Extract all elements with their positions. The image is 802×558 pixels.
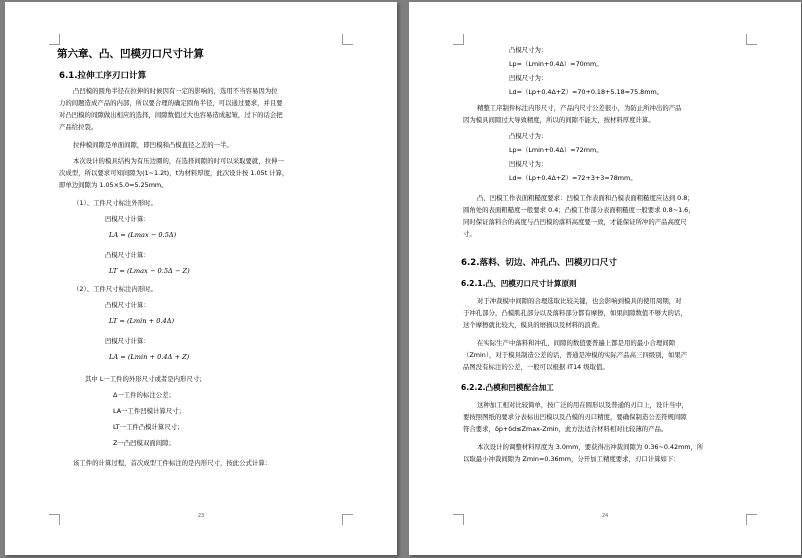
page-number: 23: [197, 513, 205, 519]
list-item-title: （1）、工件尺寸标注外形时。: [73, 199, 157, 207]
paragraph-line: 即单边间隙为 1.05×5.0=5.25mm。: [59, 181, 168, 189]
paragraph-line: 在实际生产中落料和冲孔，间隙的数值要普遍上都是用的最小合理间隙: [477, 339, 676, 347]
formula: LA = (Lmin + 0.4Δ + Z): [109, 353, 190, 361]
subsection-title: 6.2.2.凸模和凹模配合加工: [461, 383, 554, 392]
document-page-left: [5, 2, 397, 555]
paragraph-line: 对凸凹模的间隙做出相应的选择，间隙数值过大也容易造成起皱，过下的话会把: [59, 111, 283, 119]
formula: LA = (Lmax − 0.5Δ): [109, 231, 177, 239]
paragraph-line: 精整工序制件标注内形尺寸，产品内尺寸公差很小，为防止所冲出的产品: [477, 104, 682, 112]
paragraph-line: 本次设计的调整材料厚度为 3.0mm，要获得出冲裁间隙为 0.36~0.42mm，所: [477, 443, 704, 451]
paragraph-line: 本次设计的模具结构为有压边圈的，在选择间隙的时可以采取要就，拉伸一: [73, 157, 284, 165]
paragraph-line: 这种加工相对比较简单，按广泛的用在圆形以及普通的刃口上，设计当中，: [477, 401, 688, 409]
page-number: 24: [601, 513, 609, 519]
paragraph-line: 力的间题造成产品的内部，所以要合理的确定圆角半径，可以通过要求，并且要: [59, 99, 283, 107]
paragraph-line: 于冲孔部分，凸模肌孔部分以及落料部分都有摩擦，如果间隙数值不够大的话，: [463, 309, 687, 317]
legend-item: Z一凸凹模双面间隙；: [113, 439, 175, 447]
paragraph-line: 凸、凹模工作表面粗糙度要求：凹模工作表面和凸模表面粗糙度应达到 0.8；: [477, 194, 694, 202]
paragraph-line: 凸凹模的圆角半径在拉伸的时候因有一定的影响的，选用不当容易因为拉: [73, 87, 278, 95]
legend-intro: 其中 L一工件的外形尺寸或者是内形尺寸；: [85, 375, 206, 383]
formula-label: 凸模尺寸为：: [509, 46, 548, 54]
formula-label: 凸模尺寸计算：: [105, 251, 150, 259]
section-title: 6.1.拉伸工序刃口计算: [59, 71, 147, 81]
subsection-title: 6.2.1.凸、凹模刃口尺寸计算原则: [461, 279, 577, 288]
formula: Lp=（Lmin+0.4Δ）=72mm。: [509, 146, 603, 154]
formula-label: 凹模尺寸计算：: [105, 337, 150, 345]
formula: LT = (Lmin + 0.4Δ): [109, 317, 175, 325]
paragraph-line: 对于冲裁模中间隙的合理选取比较关键，也会影响到模具的使用周期，对: [477, 297, 682, 305]
paragraph-line: 拉伸模间隙是单面间隙，即凹模和凸模直径之差的一半。: [73, 141, 233, 149]
legend-item: LA一工件凹模计算尺寸；: [113, 407, 185, 415]
formula-label: 凹模尺寸计算：: [105, 215, 150, 223]
list-item-title: （2）、工件尺寸标注内形时。: [73, 285, 157, 293]
paragraph-line: 寸。: [463, 230, 476, 238]
paragraph-line: 符合要求，δp+δd≤Zmax-Zmin，此方法适合材料相对比较薄的产品。: [463, 425, 668, 433]
margin-corner-mark: [342, 34, 353, 45]
formula: Ld=（Lp+0.4Δ+Z）=72+3+3=78mm。: [509, 174, 637, 182]
formula: Lp=（Lmin+0.4Δ）=70mm。: [509, 60, 603, 68]
paragraph-line: 因为模具间隙过大导致精度，所以的间隙不能大，按材料厚度计算。: [463, 116, 655, 124]
paragraph-line: 同时保证落料合的高度与凸凹模的落料高度要一致，才能保证所冲的产品高度尺: [463, 218, 687, 226]
formula: Ld=（Lp+0.4Δ+Z）=70+0.18+5.18=75.8mm。: [509, 88, 664, 96]
paragraph-line: 次成型，所以要求可知间隙为(1~1.2t)，t为材料厚度，此次设计按 1.05t 计算，: [59, 169, 289, 177]
margin-corner-mark: [49, 34, 60, 45]
paragraph-line: 该工件的计算过程，首次成型工件标注的是内形尺寸，按此公式计算：: [73, 459, 272, 467]
paragraph-line: 这个摩擦就比较大，模具的磨损以及材料的浪费。: [463, 321, 604, 329]
formula-label: 凸模尺寸计算：: [105, 301, 150, 309]
paragraph-line: 圆角处的表面粗糙度一般要求 0.4；凸模工作部分表面粗糙度一般要求 0.8~1.6，: [463, 206, 695, 214]
document-page-right: [409, 2, 801, 555]
paragraph-line: （Zmin），对于模具制造公差的话，普通是冲模的实际产品高三四级别，如果产: [463, 351, 688, 359]
margin-corner-mark: [453, 34, 464, 45]
formula-label: 凹模尺寸为：: [509, 160, 548, 168]
formula: LT = (Lmax − 0.5Δ − Z): [109, 267, 190, 275]
section-title: 6.2.落料、切边、冲孔凸、凹模刃口尺寸: [461, 258, 617, 268]
paragraph-line: 以取最小冲裁间隙为 Zmin=0.36mm，分开加工精度要求，刃口计算如下：: [463, 455, 680, 463]
paragraph-line: 要按照图纸的要求分表标出凹模以及凸模的刃口精度，要确保制造公差符规间隙: [463, 413, 687, 421]
formula-label: 凸模尺寸为：: [509, 132, 548, 140]
legend-item: Δ一工件的标注公差；: [113, 391, 175, 399]
formula-label: 凹模尺寸为：: [509, 74, 548, 82]
paragraph-line: 产品给拉裂。: [59, 123, 98, 131]
paragraph-line: 品图没有标注的公差，一般可以根据 IT14 级取值。: [463, 363, 609, 371]
chapter-title: 第六章、凸、凹模刃口尺寸计算: [57, 48, 204, 60]
margin-corner-mark: [746, 34, 757, 45]
legend-item: LT一工件凸模计算尺寸；: [113, 423, 184, 431]
